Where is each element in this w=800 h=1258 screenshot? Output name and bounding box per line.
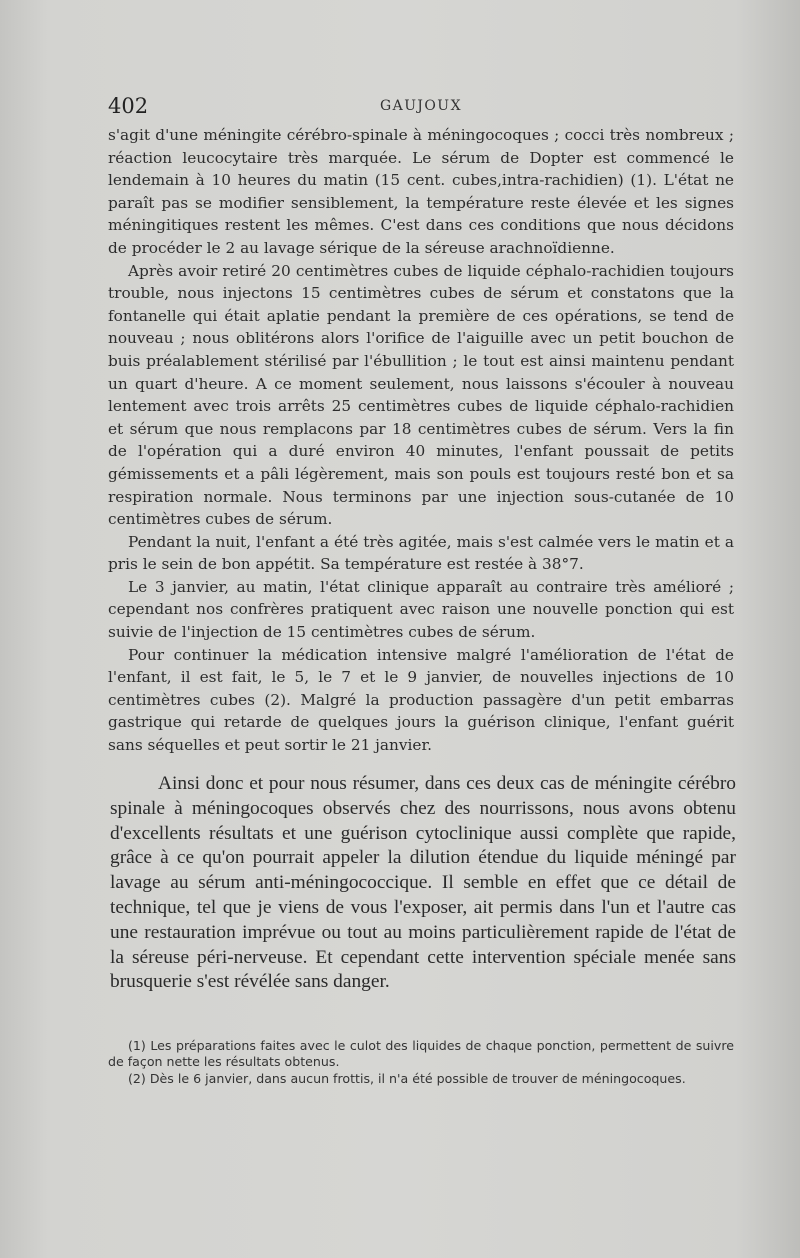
footnotes — [108, 1038, 734, 1089]
paragraph: s'agit d'une méningite cérébro-spinale à méningocoques ; cocci très nombreux ; réaction leucocytaire très marquée. Le sérum de Dopter est commencé le lendemain à 10 heures du matin (15 cent. cubes,intra-rachidien) (1). L'état ne paraît pas se modifier sensiblement, la température reste élevée et les signes méningitiques restent les mêmes. C'est dans ces conditions que nous décidons de procéder le 2 au lavage sérique de la séreuse arachnoïdienne. — [108, 126, 734, 257]
paragraph: Pendant la nuit, l'enfant a été très agitée, mais s'est calmée vers le matin et a pris le sein de bon appétit. Sa température est restée à 38°7. — [108, 532, 734, 574]
paragraph: Après avoir retiré 20 centimètres cubes de liquide céphalo-rachidien toujours trouble, nous injectons 15 centimètres cubes de sérum et constatons que la fontanelle qui était aplatie pendant la première de ces opérations, se tend de nouveau ; nous oblitérons alors l'orifice de l'aiguille avec un petit bouchon de buis préalablement stérilisé par l'ébullition ; le tout est ainsi maintenu pendant un quart d'heure. A ce moment seulement, nous laissons s'écouler à nouveau lentement avec trois arrêts 25 centimètres cubes de liquide céphalo-rachidien et sérum que nous remplacons par 18 centimètres cubes de sérum. Vers la fin de l'opération qui a duré environ 40 minutes, l'enfant poussait de petits gémissements et a pâli légèrement, mais son pouls est toujours resté bon et sa respiration normale. Nous terminons par une injection sous-cutanée de 10 centimètres cubes de sérum. — [108, 261, 734, 529]
running-head: GAUJOUX — [380, 98, 463, 114]
paragraph: Le 3 janvier, au matin, l'état clinique apparaît au contraire très amélioré ; cependant nos confrères pratiquent avec raison une nouvelle ponction qui est suivie de l'injection de 15 centimètres cubes de sérum. — [108, 577, 734, 642]
paragraph: Pour continuer la médication intensive malgré l'amélioration de l'état de l'enfant, il est fait, le 5, le 7 et le 9 janvier, de nouvelles injections de 10 centimètres cubes (2). Malgré la production passagère d'un petit embarras gastrique qui retarde de quelques jours la guérison clinique, l'enfant guérit sans séquelles et peut sortir le 21 janvier. — [108, 645, 734, 755]
page-header — [106, 94, 736, 118]
conclusion-text — [110, 772, 736, 995]
footnote: (1) Les préparations faites avec le culot des liquides de chaque ponction, permettent de suivre de façon nette les résultats obtenus. — [108, 1038, 734, 1069]
paragraph: Ainsi donc et pour nous résumer, dans ces deux cas de méningite cérébro spinale à méningocoques observés chez des nourrissons, nous avons obtenu d'excellents résultats et une guérison cytoclinique aussi complète que rapide, grâce à ce qu'on pourrait appeler la dilution étendue du liquide méningé par lavage au sérum anti-méningococcique. Il semble en effet que ce détail de technique, tel que je viens de vous l'exposer, ait permis dans l'un et l'autre cas une restauration imprévue ou tout au moins particulièrement rapide de l'état de la séreuse péri-nerveuse. Et cependant cette intervention spéciale menée sans brusquerie s'est révélée sans danger. — [110, 773, 736, 993]
page-number: 402 — [108, 94, 149, 118]
case-report-text — [108, 124, 734, 757]
footnote: (2) Dès le 6 janvier, dans aucun frottis, il n'a été possible de trouver de méningocoques. — [128, 1071, 686, 1087]
